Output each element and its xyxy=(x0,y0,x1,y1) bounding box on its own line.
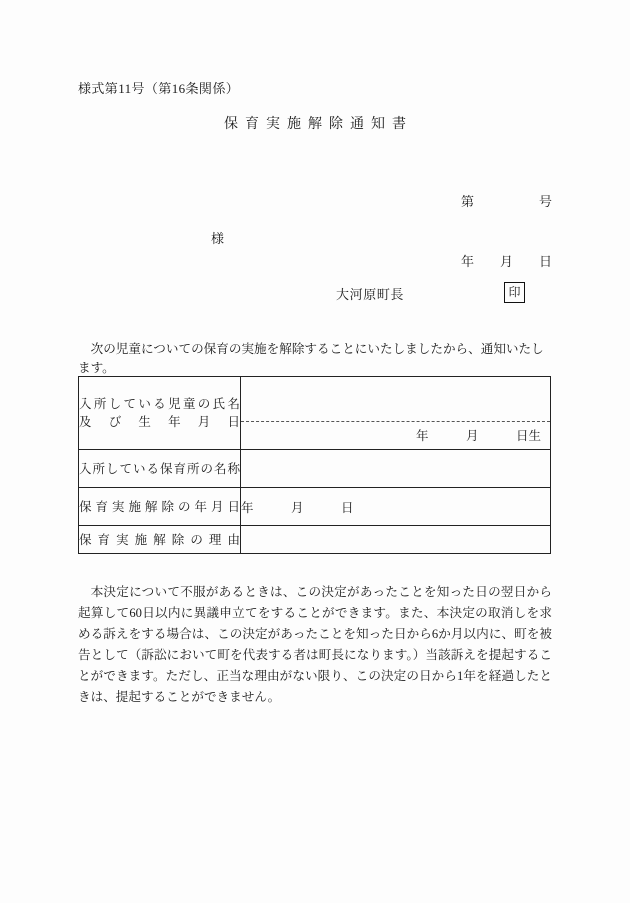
document-number-line: 第 号 xyxy=(460,194,552,209)
row-label-line1: 入所している児童の氏名 xyxy=(79,397,240,411)
table-row xyxy=(79,488,551,526)
form-number-label: 様式第11号（第16条関係） xyxy=(78,81,240,96)
row-label-line2: 及び生年月日 xyxy=(79,415,240,429)
notification-details-table xyxy=(78,376,551,554)
row-label-line1: 保育実施解除の理由 xyxy=(79,532,240,547)
row-label-nursery-name xyxy=(79,450,241,488)
dotted-divider xyxy=(241,421,550,422)
row-value-cancellation-date[interactable]: 年 月 日 xyxy=(241,488,551,526)
birth-date-line: 年 月 日生 xyxy=(415,429,541,443)
issuer-name: 大河原町長 xyxy=(336,287,405,302)
row-label-child-name-birthdate xyxy=(79,377,241,450)
row-label-line1: 入所している保育所の名称 xyxy=(79,461,240,476)
intro-paragraph: 次の児童についての保育の実施を解除することにいたしましたから、通知いたします。 xyxy=(78,342,544,375)
document-date-line: 年 月 日 xyxy=(460,254,552,269)
seal-stamp-box: 印 xyxy=(504,282,525,303)
table-row xyxy=(79,526,551,554)
table-row xyxy=(79,377,551,450)
row-label-cancellation-reason xyxy=(79,526,241,554)
row-value-cancellation-reason[interactable] xyxy=(241,526,551,554)
document-title: 保育実施解除通知書 xyxy=(224,117,413,132)
row-label-line1: 保育実施解除の年月日 xyxy=(79,499,240,514)
row-value-nursery-name[interactable] xyxy=(241,450,551,488)
addressee-honorific: 様 xyxy=(211,231,225,246)
closing-paragraph: 本決定について不服があるときは、この決定があったことを知った日の翌日から起算して60日以内に異議申立てをすることができます。また、本決定の取消しを求める訴えをする場合は、この決定があったことを知った日から6か月以内に、町を被告として（訴訟において町を代表する者は町長になります。）当該訴えを提起することができます。ただし、正当な理由がない限り、この決定の日から1年を経過したときは、提起することができません。 xyxy=(78,585,552,704)
table-row xyxy=(79,450,551,488)
row-value-child-name-birthdate[interactable] xyxy=(241,377,551,450)
row-label-cancellation-date xyxy=(79,488,241,526)
